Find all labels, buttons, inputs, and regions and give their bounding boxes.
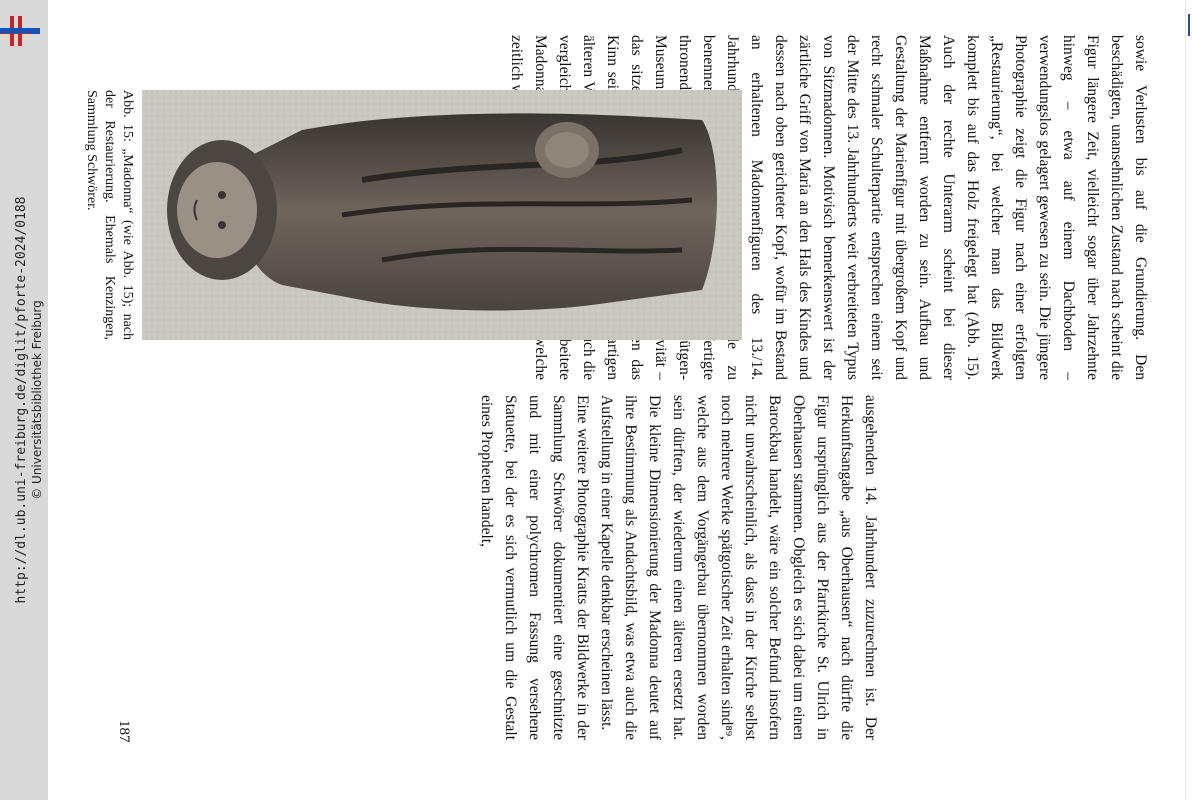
paragraph: ausgehenden 14. Jahrhundert zuzurechnen ist. Der Herkunftsangabe „aus Oberhausen“ nach dürfte die Figur ursprünglich aus der Pfarrkirche St. Ulrich in Oberhausen stammen. Obgleich es sich dabei um einen Barockbau handelt, wäre ein solcher Befund insofern nicht unwahrscheinlich, als dass in der Kirche selbst noch mehrere Werke spätgotischer Zeit erhalten sind⁸⁹, welche aus dem Vorgängerbau übernommen worden sein dürften, der wiederum einen älteren ersetzt hat. Die kleine Dimensionierung der Madonna deutet auf ihre Bestimmung als Andachtsbild, was etwa auch die Aufstellung in einer Kapelle denkbar erscheinen lässt. [598, 395, 879, 740]
madonna-photograph [142, 90, 742, 340]
document-url[interactable]: http://dl.ub.uni-freiburg.de/diglit/pforte-2024/0188 [14, 196, 29, 604]
scanned-page [48, 0, 1192, 800]
page-edge [1185, 0, 1192, 800]
copyright-notice: © Universitätsbibliothek Freiburg [30, 300, 44, 500]
madonna-sculpture-image [142, 90, 742, 340]
text-column-left [474, 395, 882, 740]
paragraph: sowie Verlusten bis auf die Grundierung. Den beschädigten, unansehnlichen Zustand nach scheint die Figur längere Zeit, vielleicht sogar über Jahrzehnte hinweg – etwa auf einem Dachboden – verwendungslos gelagert gewesen zu sein. Die jüngere Photographie zeigt die Figur nach einer erfolgten „Restaurierung“, bei welcher man das Bildwerk komplett bis auf das Holz freigelegt hat (Abb. 15). Auch der rechte Unterarm scheint bei dieser Maßnahme entfernt worden zu sein. Aufbau und Gestaltung der Marienfigur mit übergroßem Kopf und recht schmaler Schulterpartie entsprechen einem seit der Mitte des 13. Jahrhunderts weit verbreiteten Typus von Sitzmadonnen. Motivisch bemerkenswert ist der zärtliche Griff von Maria an den Hals des Kindes und dessen nach oben gerichteter Kopf, wofür im Bestand an erhaltenen Madonnenfiguren des 13./14. Jahrhunderts zu benennen gefertigte thronende Schnütgen-Museum – das das Kinn derartigen älteren auch die vergleichsweise gearbeitete Madonna welche zeitlich [508, 35, 1149, 380]
viewer-sidebar [0, 0, 48, 800]
paragraph: Eine weitere Photographie Kratts der Bildwerke in der Sammlung Schwörer dokumentiert eine geschnitzte und mit einer polychromen Fassung versehene Statuette, bei der es sich vermutlich um die Gestalt eines Propheten handelt, [478, 395, 591, 740]
edge-marker [1188, 14, 1190, 36]
page-content-rotated [48, 0, 1192, 800]
figure-caption: Abb. 15: „Madonna“ (wie Abb. 15); nach der Restaurierung. Ehemals Kenzingen, Sammlung Schwörer. [84, 90, 135, 340]
page-number: 187 [116, 720, 132, 743]
